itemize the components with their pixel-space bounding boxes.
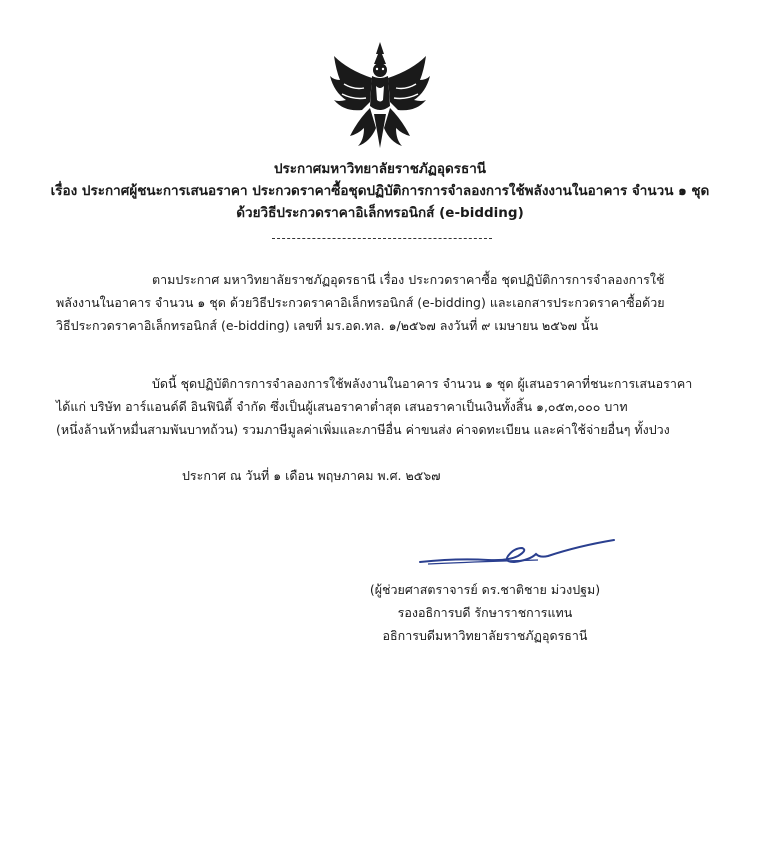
handwritten-signature [418, 532, 618, 572]
paragraph-line: ได้แก่ บริษัท อาร์แอนด์ดี อินฟินิตี้ จำกัด ซึ่งเป็นผู้เสนอราคาต่ำสุด เสนอราคาเป็นเงินทั้งสิ้น ๑,๐๕๓,๐๐๐ บาท [56, 399, 628, 414]
document-subject-method: ด้วยวิธีประกวดราคาอิเล็กทรอนิกส์ (e-bidding) [236, 205, 524, 221]
signature-block [320, 578, 650, 647]
paragraph-reference [56, 268, 706, 337]
document-subject: เรื่อง ประกาศผู้ชนะการเสนอราคา ประกวดราคาซื้อชุดปฏิบัติการการจำลองการใช้พลังงานในอาคาร จำนวน ๑ ชุด [50, 183, 710, 199]
announcement-date: ประกาศ ณ วันที่ ๑ เดือน พฤษภาคม พ.ศ. ๒๕๖๗ [182, 468, 441, 483]
document-title: ประกาศมหาวิทยาลัยราชภัฏอุดรธานี [273, 161, 487, 177]
signatory-position: รองอธิการบดี รักษาราชการแทน [397, 605, 573, 620]
paragraph-line: บัดนี้ ชุดปฏิบัติการการจำลองการใช้พลังงานในอาคาร จำนวน ๑ ชุด ผู้เสนอราคาที่ชนะการเสนอราคา [152, 376, 693, 391]
paragraph-line: ตามประกาศ มหาวิทยาลัยราชภัฏอุดรธานี เรื่อง ประกวดราคาซื้อ ชุดปฏิบัติการการจำลองการใช้ [152, 272, 665, 287]
paragraph-line: วิธีประกวดราคาอิเล็กทรอนิกส์ (e-bidding) เลขที่ มร.อด.ทล. ๑/๒๕๖๗ ลงวันที่ ๙ เมษายน ๒๕๖๗ นั้น [56, 318, 599, 333]
signatory-name: (ผู้ช่วยศาสตราจารย์ ดร.ชาติชาย ม่วงปฐม) [369, 582, 601, 597]
signatory-position-title: อธิการบดีมหาวิทยาลัยราชภัฏอุดรธานี [382, 628, 588, 643]
paragraph-line: (หนึ่งล้านห้าหมื่นสามพันบาทถ้วน) รวมภาษีมูลค่าเพิ่มและภาษีอื่น ค่าขนส่ง ค่าจดทะเบียน และค่าใช้จ่ายอื่นๆ ทั้งปวง [56, 422, 670, 437]
paragraph-winner [56, 372, 706, 441]
garuda-emblem-icon [328, 40, 432, 150]
paragraph-line: พลังงานในอาคาร จำนวน ๑ ชุด ด้วยวิธีประกวดราคาอิเล็กทรอนิกส์ (e-bidding) และเอกสารประกวดราคาซื้อด้วย [56, 295, 665, 310]
header-divider [272, 238, 492, 239]
